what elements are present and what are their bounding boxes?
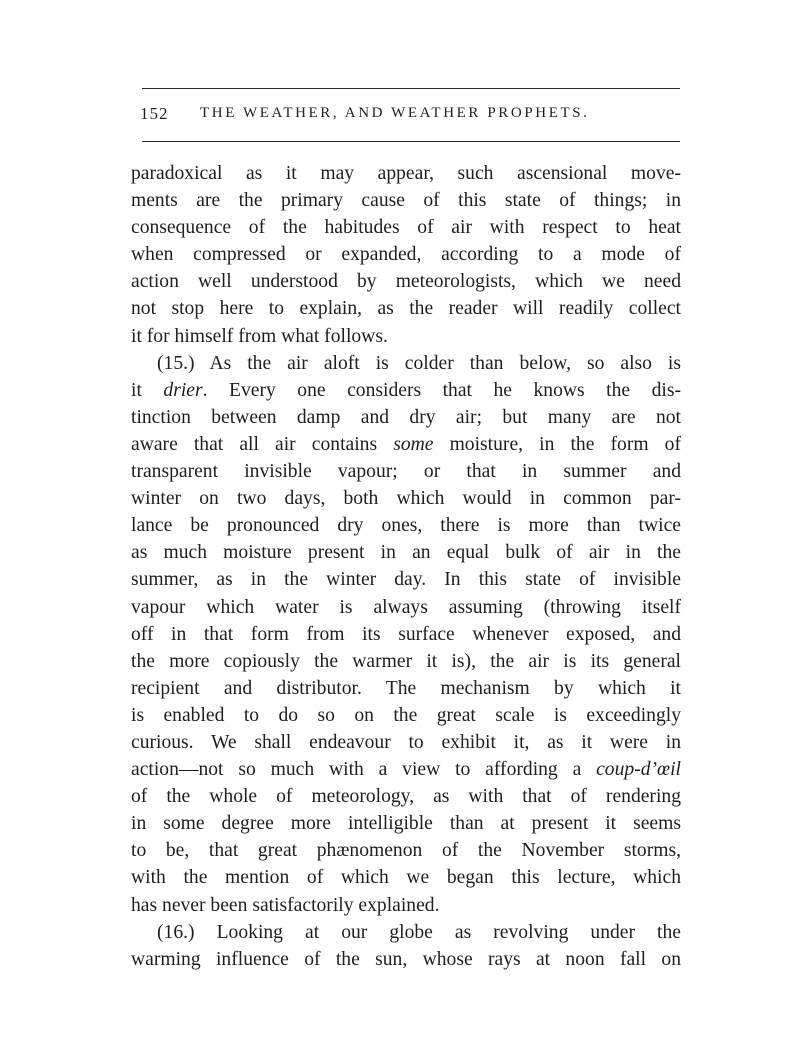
text-segment: aware that all air contains bbox=[131, 433, 394, 455]
text-line bbox=[131, 566, 681, 593]
text-segment: lance be pronounced dry ones, there is more than twice bbox=[131, 515, 681, 537]
text-segment: action—not so much with a view to affording a bbox=[131, 759, 597, 781]
text-line bbox=[131, 485, 681, 512]
text-segment: tinction between damp and dry air; but many are not bbox=[131, 406, 681, 428]
italic-text: some bbox=[393, 433, 434, 455]
text-segment: moisture, in the form of bbox=[433, 433, 682, 455]
text-segment: to be, that great phænomenon of the November storms, bbox=[131, 840, 681, 862]
text-line bbox=[131, 892, 681, 919]
text-line bbox=[131, 268, 681, 295]
text-line bbox=[131, 377, 681, 404]
text-segment: it bbox=[131, 379, 164, 401]
text-segment: recipient and distributor. The mechanism by which it bbox=[131, 677, 681, 699]
text-line bbox=[131, 295, 681, 322]
text-line bbox=[131, 783, 681, 810]
text-segment: in some degree more intelligible than at present it seems bbox=[131, 813, 681, 835]
text-line bbox=[131, 702, 681, 729]
text-segment: ments are the primary cause of this state of things; in bbox=[131, 190, 681, 212]
text-segment: consequence of the habitudes of air with respect to heat bbox=[131, 217, 681, 239]
text-segment: vapour which water is always assuming (throwing itself bbox=[131, 596, 681, 618]
text-line bbox=[131, 187, 681, 214]
text-line bbox=[131, 729, 681, 756]
italic-text: coup-d’œil bbox=[596, 759, 681, 781]
text-line bbox=[131, 539, 681, 566]
text-line bbox=[131, 675, 681, 702]
text-segment: curious. We shall endeavour to exhibit it, as it were in bbox=[131, 731, 681, 753]
text-segment: not stop here to explain, as the reader will readily collect bbox=[131, 298, 681, 320]
text-line bbox=[131, 594, 681, 621]
text-line bbox=[131, 241, 681, 268]
text-segment: summer, as in the winter day. In this state of invisible bbox=[131, 569, 681, 591]
header-rule-top bbox=[142, 88, 680, 89]
text-line bbox=[131, 458, 681, 485]
text-line bbox=[131, 621, 681, 648]
text-segment: warming influence of the sun, whose rays at noon fall on bbox=[131, 948, 681, 970]
running-title: THE WEATHER, AND WEATHER PROPHETS. bbox=[200, 105, 590, 121]
italic-text: drier bbox=[163, 379, 203, 401]
text-segment: is enabled to do so on the great scale is exceedingly bbox=[131, 704, 681, 726]
text-segment: when compressed or expanded, according to a mode of bbox=[131, 244, 681, 266]
text-segment: winter on two days, both which would in common par- bbox=[131, 488, 681, 510]
text-line bbox=[131, 648, 681, 675]
text-segment: has never been satisfactorily explained. bbox=[131, 894, 440, 916]
text-line bbox=[131, 810, 681, 837]
text-segment: action well understood by meteorologists, which we need bbox=[131, 271, 681, 293]
body-text bbox=[131, 160, 681, 973]
running-head bbox=[140, 104, 680, 134]
text-line bbox=[131, 946, 681, 973]
text-segment: transparent invisible vapour; or that in summer and bbox=[131, 461, 681, 483]
text-line bbox=[131, 756, 681, 783]
text-segment: of the whole of meteorology, as with that of rendering bbox=[131, 786, 681, 808]
text-line bbox=[131, 512, 681, 539]
text-segment: (16.) Looking at our globe as revolving under the bbox=[157, 921, 681, 943]
text-line bbox=[131, 864, 681, 891]
header-rule-bottom bbox=[142, 141, 680, 142]
text-line bbox=[131, 323, 681, 350]
text-line bbox=[131, 404, 681, 431]
text-segment: with the mention of which we began this lecture, which bbox=[131, 867, 681, 889]
text-line bbox=[131, 431, 681, 458]
text-segment: the more copiously the warmer it is), the air is its general bbox=[131, 650, 681, 672]
text-segment: paradoxical as it may appear, such ascensional move- bbox=[131, 163, 681, 184]
text-line bbox=[131, 837, 681, 864]
text-segment: . Every one considers that he knows the dis- bbox=[202, 379, 681, 401]
text-segment: off in that form from its surface whenever exposed, and bbox=[131, 623, 681, 645]
page-number: 152 bbox=[140, 104, 169, 123]
text-line bbox=[131, 160, 681, 187]
text-segment: it for himself from what follows. bbox=[131, 325, 388, 347]
text-line bbox=[131, 214, 681, 241]
text-segment: as much moisture present in an equal bulk of air in the bbox=[131, 542, 681, 564]
text-segment: (15.) As the air aloft is colder than below, so also is bbox=[157, 352, 681, 374]
text-line bbox=[131, 919, 681, 946]
text-line bbox=[131, 350, 681, 377]
